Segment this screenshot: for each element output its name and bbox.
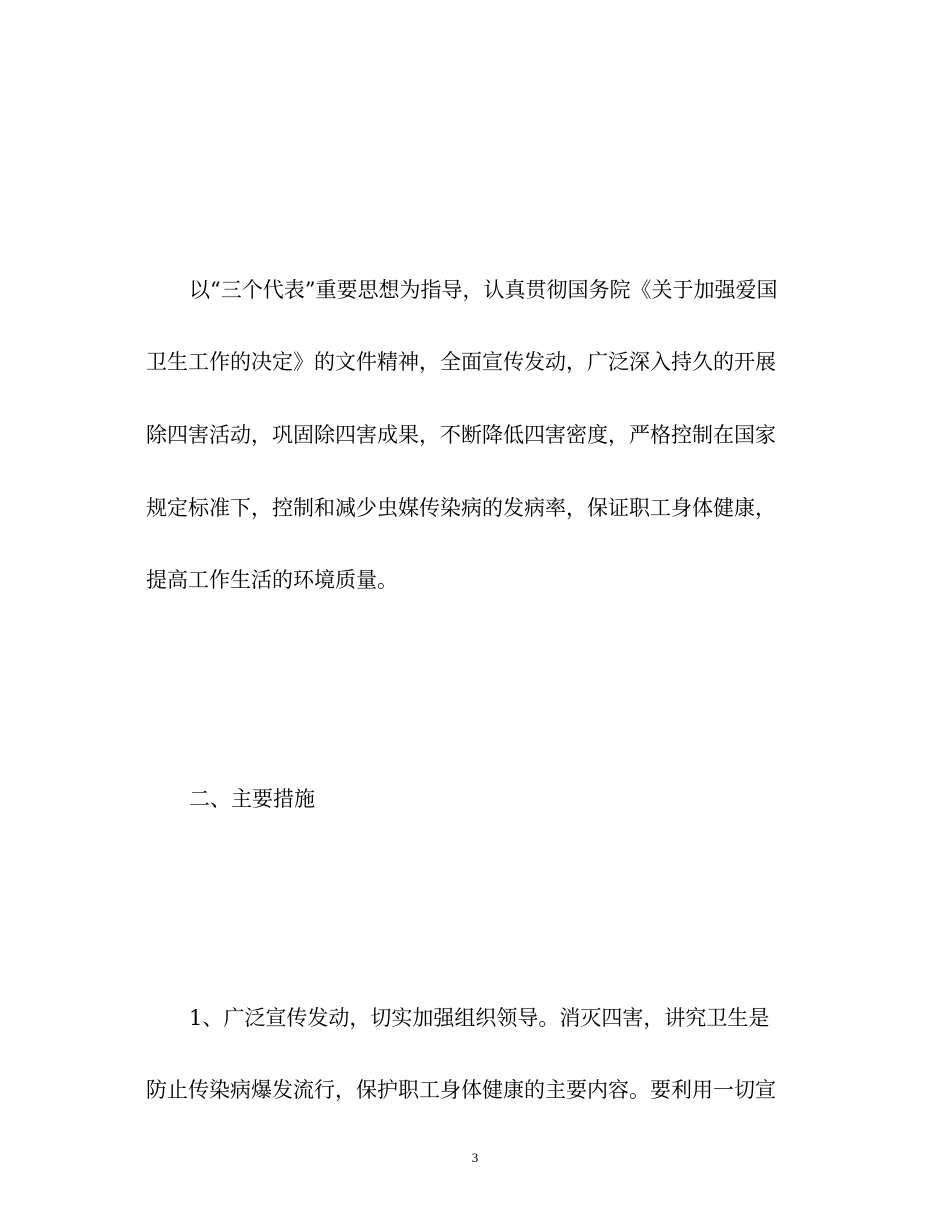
paragraph-1-line-4: 规定标准下，控制和减少虫媒传染病的发病率，保证职工身体健康， [146, 496, 776, 520]
page-number: 3 [471, 1150, 479, 1165]
paragraph-2-line-1: 1、广泛宣传发动，切实加强组织领导。消灭四害，讲究卫生是 [189, 1006, 770, 1030]
paragraph-1-line-2: 卫生工作的决定》的文件精神，全面宣传发动，广泛深入持久的开展 [146, 350, 776, 374]
paragraph-1-line-3: 除四害活动，巩固除四害成果，不断降低四害密度，严格控制在国家 [146, 423, 776, 447]
paragraph-1-line-5: 提高工作生活的环境质量。 [146, 568, 398, 592]
section-heading: 二、主要措施 [189, 787, 315, 811]
paragraph-2-line-2: 防止传染病爆发流行，保护职工身体健康的主要内容。要利用一切宣 [146, 1078, 776, 1102]
paragraph-1-line-1: 以“三个代表”重要思想为指导，认真贯彻国务院《关于加强爱国 [189, 278, 778, 302]
